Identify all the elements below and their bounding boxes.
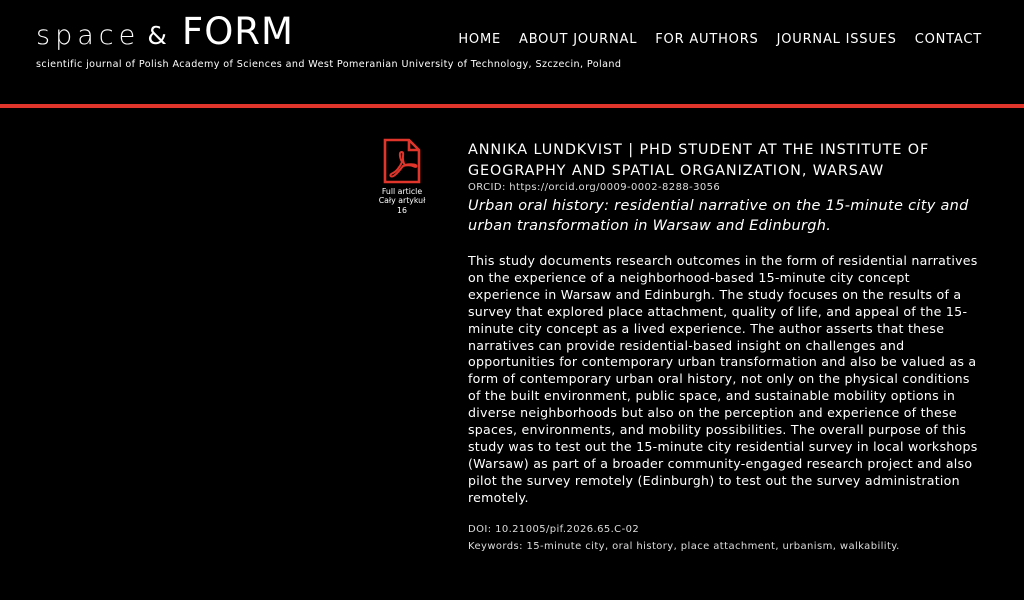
article-title: Urban oral history: residential narrative on the 15-minute city and urban transformation in Warsaw and Edinburgh. [468, 198, 969, 234]
article-orcid[interactable]: ORCID: https://orcid.org/0009-0002-8288-3056 [468, 182, 721, 193]
pdf-caption-line3: 16 [397, 205, 407, 215]
nav-journal-issues[interactable]: JOURNAL ISSUES [776, 32, 897, 47]
logo-word-space: space [36, 20, 141, 51]
pdf-file-icon [370, 138, 434, 184]
nav-about-journal[interactable]: ABOUT JOURNAL [519, 32, 638, 47]
article-doi[interactable]: DOI: 10.21005/pif.2026.65.C-02 [468, 523, 640, 535]
site-subtitle: scientific journal of Polish Academy of Sciences and West Pomeranian University of Technology, Szczecin, Poland [36, 59, 622, 70]
nav-home[interactable]: HOME [458, 32, 501, 47]
site-header [0, 0, 1024, 104]
pdf-caption-line1: Full article [381, 187, 423, 196]
article-abstract: This study documents research outcomes in the form of residential narratives on the experience of a neighborhood-based 15-minute city concept experience in Warsaw and Edinburgh. The study focuses on the results of a survey that explored place attachment, quality of life, and appeal of the 15-minute city concept as a lived experience. The author asserts that these narratives can provide residential-based insight on challenges and opportunities for contemporary urban transformation and also be valued as a form of contemporary urban oral history, not only on the physical conditions of the built environment, public space, and sustainable mobility options in diverse neighborhoods but also on the perception and experience of these spaces, environments, and mobility possibilities. The overall purpose of this study was to test out the 15-minute city residential survey in local workshops (Warsaw) as part of a broader community-engaged research project and also pilot the survey remotely (Edinburgh) to test out the survey administration remotely. [468, 253, 978, 505]
pdf-caption-line2: Cały artykuł [378, 196, 426, 206]
nav-contact[interactable]: CONTACT [914, 32, 982, 47]
header-divider [0, 104, 1024, 108]
logo-ampersand: & [147, 21, 167, 50]
article-author: ANNIKA LUNDKVIST | PHD STUDENT AT THE INSTITUTE OF GEOGRAPHY AND SPATIAL ORGANIZATION, WARSAW [468, 142, 930, 179]
main-nav [458, 32, 982, 47]
full-article-pdf-link[interactable] [370, 138, 434, 215]
article-keywords: Keywords: 15-minute city, oral history, place attachment, urbanism, walkability. [468, 540, 900, 552]
logo-word-form: FORM [181, 10, 294, 53]
site-logo[interactable] [36, 10, 294, 53]
article-entry [468, 140, 983, 552]
pdf-caption [370, 187, 434, 215]
nav-for-authors[interactable]: FOR AUTHORS [655, 32, 759, 47]
